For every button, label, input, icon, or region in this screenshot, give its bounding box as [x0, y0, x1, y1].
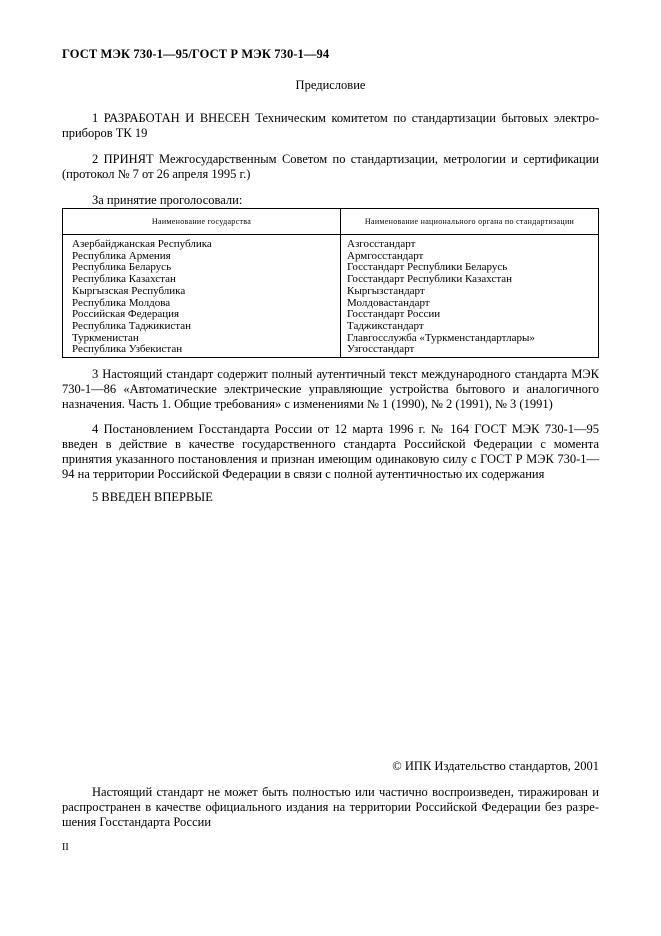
body-cell: Узгосстандарт — [341, 344, 599, 357]
state-cell: Республика Казахстан — [63, 274, 341, 286]
copyright-line: © ИПК Издательство стандартов, 2001 — [392, 759, 599, 773]
column-header-state: Наименование государства — [63, 209, 341, 235]
state-cell: Республика Беларусь — [63, 262, 341, 274]
paragraph-1: 1 РАЗРАБОТАН И ВНЕСЕН Техническим комитетом по стандартизации бытовых электроприборов ТК 19 — [62, 111, 599, 140]
table-row — [63, 286, 599, 298]
vote-intro: За принятие проголосовали: — [92, 193, 243, 207]
table-row — [63, 321, 599, 333]
state-cell: Кыргызская Республика — [63, 286, 341, 298]
state-cell: Республика Молдова — [63, 298, 341, 310]
state-cell: Республика Узбекистан — [63, 344, 341, 357]
body-cell: Госстандарт Республики Казахстан — [341, 274, 599, 286]
state-cell: Российская Федерация — [63, 309, 341, 321]
column-header-body: Наименование национального органа по стандартизации — [341, 209, 599, 235]
body-cell: Азгосстандарт — [341, 235, 599, 251]
foreword-title: Предисловие — [295, 78, 366, 92]
table-header-row — [63, 209, 599, 235]
paragraph-3: 3 Настоящий стандарт содержит полный аутентичный текст международного стандарта МЭК 730-1—86 «Автоматические электрические управляющие устройства бытового и аналогичного назначения. Часть 1. Общие требования» с изменениями № 1 (1990), № 2 (1991), № 3 (1991) — [62, 367, 599, 411]
state-cell: Республика Армения — [63, 251, 341, 263]
reproduction-notice: Настоящий стандарт не может быть полностью или частично воспроизведен, тиражирован и распространен в качестве официального издания на территории Российской Федерации без разрешения Госстандарта России — [62, 785, 599, 829]
body-cell: Таджикстандарт — [341, 321, 599, 333]
body-cell: Армгосстандарт — [341, 251, 599, 263]
paragraph-2: 2 ПРИНЯТ Межгосударственным Советом по стандартизации, метрологии и сертификации (протокол № 7 от 26 апреля 1995 г.) — [62, 152, 599, 181]
body-cell: Госстандарт России — [341, 309, 599, 321]
state-cell: Азербайджанская Республика — [63, 235, 341, 251]
table-row — [63, 344, 599, 357]
states-table — [62, 208, 599, 358]
body-cell: Кыргызстандарт — [341, 286, 599, 298]
body-cell: Молдовастандарт — [341, 298, 599, 310]
paragraph-4: 4 Постановлением Госстандарта России от 12 марта 1996 г. № 164 ГОСТ МЭК 730-1—95 введен в действие в качестве государственного стандарта Российской Федерации с момента принятия указанного постановления и признан имеющим одинаковую силу с ГОСТ Р МЭК 730-1—94 на территории Российской Федерации в связи с полной аутентичностью их содержания — [62, 422, 599, 481]
paragraph-5: 5 ВВЕДЕН ВПЕРВЫЕ — [92, 490, 213, 504]
state-cell: Туркменистан — [63, 333, 341, 345]
table-row — [63, 235, 599, 251]
body-cell: Госстандарт Республики Беларусь — [341, 262, 599, 274]
body-cell: Главгосслужба «Туркменстандартлары» — [341, 333, 599, 345]
page-number: II — [62, 842, 69, 853]
document-header: ГОСТ МЭК 730-1—95/ГОСТ Р МЭК 730-1—94 — [62, 47, 330, 61]
state-cell: Республика Таджикистан — [63, 321, 341, 333]
